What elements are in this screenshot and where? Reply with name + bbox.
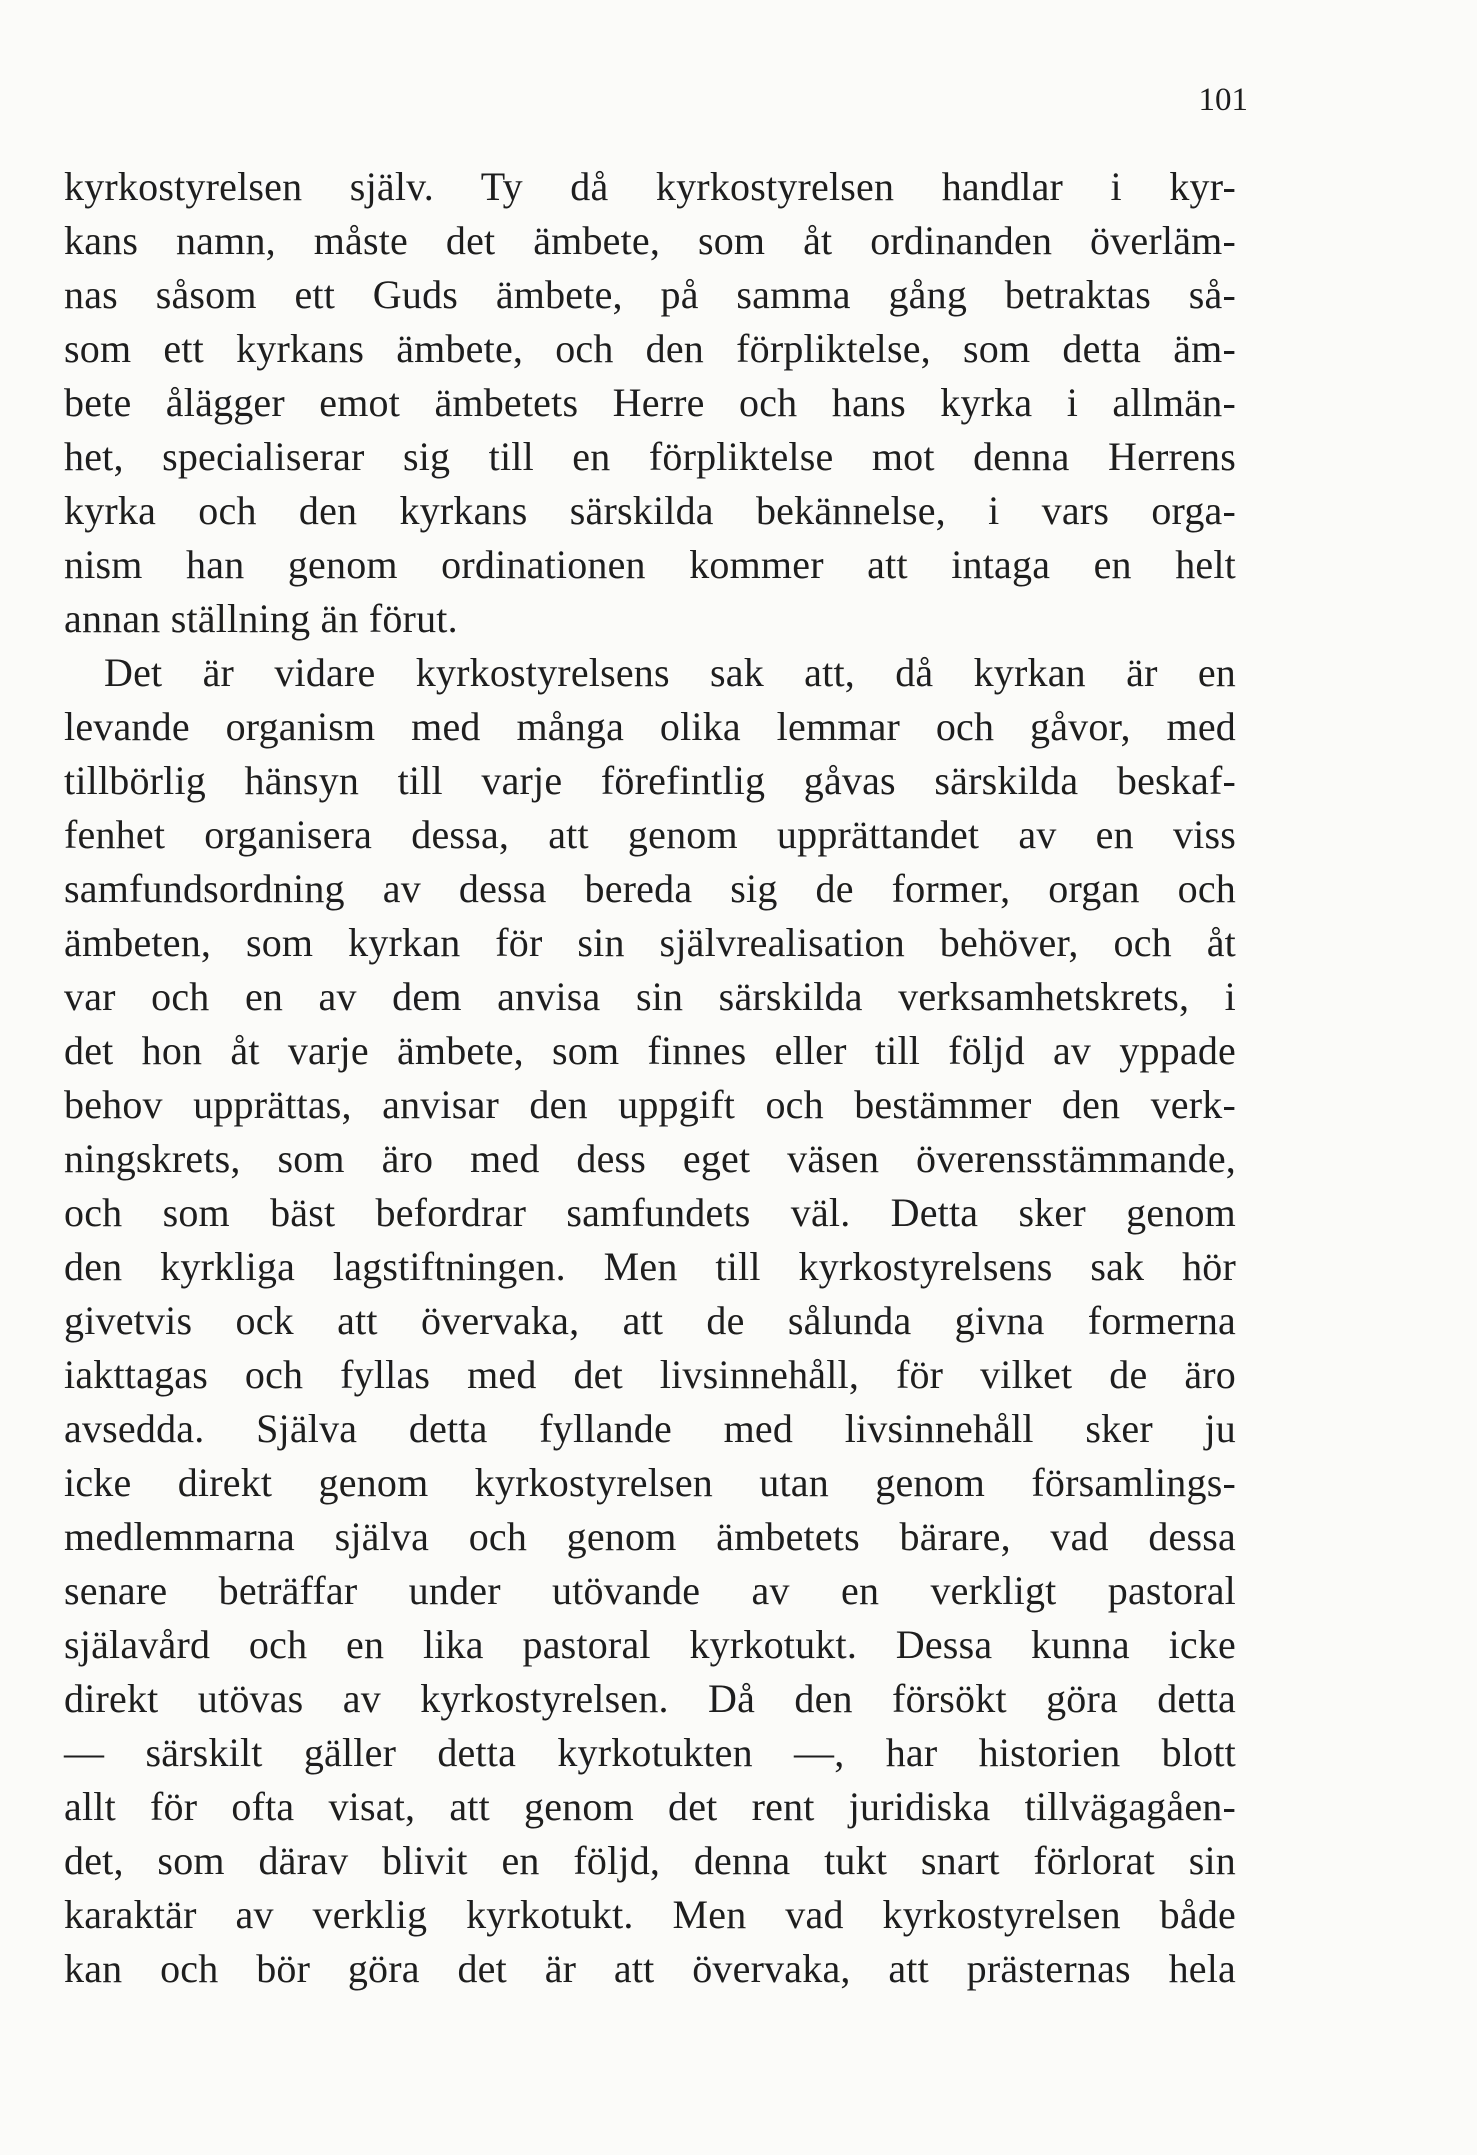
text-line: kyrkostyrelsen själv. Ty då kyrkostyrelsen handlar i kyr- xyxy=(64,164,1236,209)
text-line: senare beträffar under utövande av en verkligt pastoral xyxy=(64,1568,1236,1613)
text-line: avsedda. Själva detta fyllande med livsinnehåll sker ju xyxy=(64,1406,1236,1451)
body-text xyxy=(64,160,1236,1996)
text-line: kan och bör göra det är att övervaka, att prästernas hela xyxy=(64,1946,1236,1991)
text-line: kyrka och den kyrkans särskilda bekännelse, i vars orga- xyxy=(64,488,1236,533)
text-line: nas såsom ett Guds ämbete, på samma gång betraktas så- xyxy=(64,272,1236,317)
text-line: samfundsordning av dessa bereda sig de former, organ och xyxy=(64,866,1236,911)
text-line: iakttagas och fyllas med det livsinnehåll, för vilket de äro xyxy=(64,1352,1236,1397)
paragraph-end-line: annan ställning än förut. xyxy=(64,596,458,641)
text-line: — särskilt gäller detta kyrkotukten —, har historien blott xyxy=(64,1730,1236,1775)
text-line: själavård och en lika pastoral kyrkotukt. Dessa kunna icke xyxy=(64,1622,1236,1667)
text-line: fenhet organisera dessa, att genom upprättandet av en viss xyxy=(64,812,1236,857)
text-line: bete ålägger emot ämbetets Herre och hans kyrka i allmän- xyxy=(64,380,1236,425)
text-line: tillbörlig hänsyn till varje förefintlig gåvas särskilda beskaf- xyxy=(64,758,1236,803)
text-line: het, specialiserar sig till en förpliktelse mot denna Herrens xyxy=(64,434,1236,479)
text-line: direkt utövas av kyrkostyrelsen. Då den försökt göra detta xyxy=(64,1676,1236,1721)
text-line: icke direkt genom kyrkostyrelsen utan genom församlings- xyxy=(64,1460,1236,1505)
text-line: den kyrkliga lagstiftningen. Men till kyrkostyrelsens sak hör xyxy=(64,1244,1236,1289)
page-number: 101 xyxy=(1198,82,1248,118)
text-line: allt för ofta visat, att genom det rent juridiska tillvägagåen- xyxy=(64,1784,1236,1829)
text-line: nism han genom ordinationen kommer att intaga en helt xyxy=(64,542,1236,587)
text-line: det, som därav blivit en följd, denna tukt snart förlorat sin xyxy=(64,1838,1236,1883)
text-line: kans namn, måste det ämbete, som åt ordinanden överläm- xyxy=(64,218,1236,263)
text-line: det hon åt varje ämbete, som finnes eller till följd av yppade xyxy=(64,1028,1236,1073)
text-line: behov upprättas, anvisar den uppgift och bestämmer den verk- xyxy=(64,1082,1236,1127)
text-line: givetvis ock att övervaka, att de sålunda givna formerna xyxy=(64,1298,1236,1343)
text-line: och som bäst befordrar samfundets väl. Detta sker genom xyxy=(64,1190,1236,1235)
paragraph-start-line: Det är vidare kyrkostyrelsens sak att, då kyrkan är en xyxy=(104,650,1236,695)
text-line: karaktär av verklig kyrkotukt. Men vad kyrkostyrelsen både xyxy=(64,1892,1236,1937)
text-line: ningskrets, som äro med dess eget väsen överensstämmande, xyxy=(64,1136,1236,1181)
text-line: ämbeten, som kyrkan för sin självrealisation behöver, och åt xyxy=(64,920,1236,965)
text-line: medlemmarna själva och genom ämbetets bärare, vad dessa xyxy=(64,1514,1236,1559)
text-line: var och en av dem anvisa sin särskilda verksamhetskrets, i xyxy=(64,974,1236,1019)
text-line: som ett kyrkans ämbete, och den förpliktelse, som detta äm- xyxy=(64,326,1236,371)
text-line: levande organism med många olika lemmar och gåvor, med xyxy=(64,704,1236,749)
